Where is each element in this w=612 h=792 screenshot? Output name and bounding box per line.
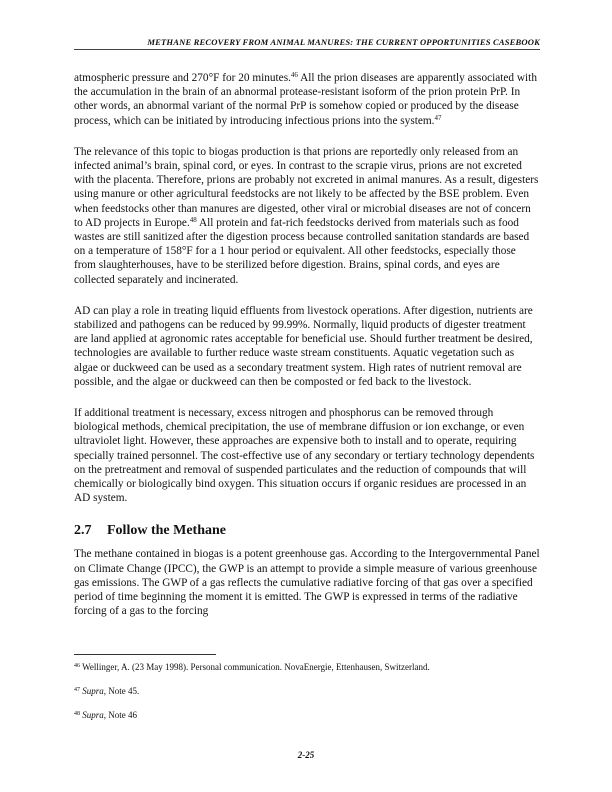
paragraph-additional-treatment: If additional treatment is necessary, excess nitrogen and phosphorus can be removed through biological methods, chemical precipitation, the use of membrane diffusion or ion exchange, or even ultraviolet light. However, these approaches are expensive both to install and to operate, requiring specially trained personnel. The cost-effective use of any secondary or tertiary technology dependents on the pretreatment and removal of suspended particulates and the reduction of compounds that will chemically or biologically bind oxygen. This situation occurs if organic residues are processed in an AD system. — [74, 407, 535, 505]
footnote-48: $^{48}$ Supra, Note 46 — [74, 710, 138, 720]
footnote-ref-48[interactable]: 48 — [189, 215, 197, 224]
section-number: 2.7 — [74, 523, 92, 539]
footnote-46: $^{46}$ Wellinger, A. (23 May 1998). Personal communication. NovaEnergie, Ettenhausen, Switzerland. — [74, 662, 430, 672]
footnotes — [74, 662, 540, 734]
running-head: METHANE RECOVERY FROM ANIMAL MANURES: THE CURRENT OPPORTUNITIES CASEBOOK — [74, 37, 540, 50]
page-number: 2-25 — [297, 750, 315, 760]
paragraph-liquid-effluents: AD can play a role in treating liquid effluents from livestock operations. After digestion, nutrients are stabilized and pathogens can be reduced by 99.99%. Normally, liquid products of digester treatment are land applied at agronomic rates acceptable for beneficial use. Should further treatment be desired, technologies are available to further reduce waste stream constituents. Aquatic vegetation such as algae or duckweed can be used as a secondary treatment system. High rates of nutrient removal are possible, and the algae or duckweed can then be composted or fed back to the livestock. — [74, 304, 533, 388]
footnote-47: $^{47}$ Supra, Note 45. — [74, 686, 140, 696]
paragraph-follow-methane: The methane contained in biogas is a potent greenhouse gas. According to the Intergovernmental Panel on Climate Change (IPCC), the GWP is an attempt to provide a simple measure of various greenhouse gas emissions. The GWP of a gas reflects the cumulative radiative forcing of that gas over a specified period of time beginning the moment it is emitted. The GWP is expressed in terms of the radiative forcing of a gas to the forcing — [74, 548, 540, 618]
footnote-ref-46[interactable]: 46 — [290, 71, 298, 79]
footnote-ref-47[interactable]: 47 — [434, 113, 442, 122]
section-heading — [74, 522, 540, 539]
body-text — [74, 71, 540, 636]
footnote-divider — [74, 654, 216, 655]
paragraph-biogas-relevance: The relevance of this topic to biogas production is that prions are reportedly only released from an infected animal’s brain, spinal cord, or eyes. In contrast to the scrapie virus, prions are not excreted with the placenta. Therefore, prions are probably not excreted in animal manures. As a result, digesters using manure or other agricultural feedstocks are not likely to be affected by the BSE problem. Even when feedstocks other than manures are digested, other viral or microbial diseases are not of concern to AD projects in Europe.$^{48}$ All protein and fat-rich feedstocks derived from materials such as food wastes are still sanitized after the digestion process because controlled sanitation standards are based on a temperature of 158°F for a 1 hour period or equivalent. All other feedstocks, especially those from slaughterhouses, have to be sterilized before digestion. Brains, spinal cords, and eyes are collected separately and incinerated. — [74, 145, 539, 286]
section-title: Follow the Methane — [107, 523, 226, 539]
paragraph-prion-diseases: atmospheric pressure and 270°F for 20 minutes.$^{46}$ All the prion diseases are apparently associated with the accumulation in the brain of an abnormal protease-resistant isoform of the prion protein PrP. In other words, an abnormal variant of the normal PrP is somehow copied or produced by the disease process, which can be initiated by introducing infectious prions into the system.$^{47}$ — [74, 71, 537, 127]
